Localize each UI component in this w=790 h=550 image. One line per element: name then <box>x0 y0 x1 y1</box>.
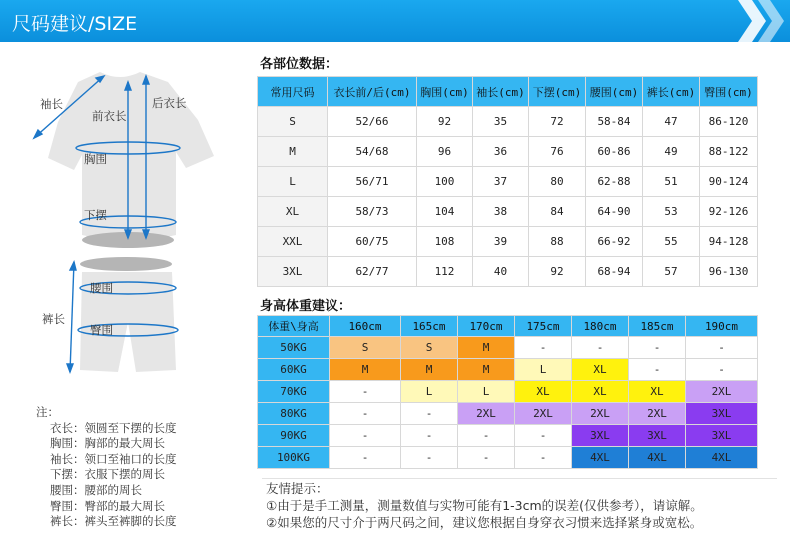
size-suggestion-cell: - <box>686 337 758 359</box>
header-banner <box>0 0 790 42</box>
size-suggestion-cell: 2XL <box>515 403 572 425</box>
size-suggestion-cell: M <box>458 337 515 359</box>
size-suggestion-cell: - <box>330 403 401 425</box>
size-value-cell: 37 <box>473 167 529 197</box>
size-suggestion-cell: - <box>686 359 758 381</box>
size-value-cell: 62/77 <box>328 257 417 287</box>
size-table-header-cell: 常用尺码 <box>258 77 328 107</box>
size-value-cell: 72 <box>529 107 586 137</box>
label-waist: 腰围 <box>90 281 113 295</box>
size-suggestion-cell: 2XL <box>629 403 686 425</box>
size-value-cell: 36 <box>473 137 529 167</box>
size-suggestion-cell: XL <box>629 381 686 403</box>
size-value-cell: 68-94 <box>586 257 643 287</box>
size-table-row <box>258 257 758 287</box>
size-value-cell: 52/66 <box>328 107 417 137</box>
size-suggestion-cell: 4XL <box>572 447 629 469</box>
size-suggestion-cell: - <box>572 337 629 359</box>
size-value-cell: 88-122 <box>700 137 758 167</box>
size-table-row <box>258 197 758 227</box>
weight-cell: 90KG <box>258 425 330 447</box>
size-table-row <box>258 227 758 257</box>
size-value-cell: 100 <box>417 167 473 197</box>
height-header-cell: 165cm <box>401 316 458 337</box>
size-value-cell: 38 <box>473 197 529 227</box>
size-table-header-cell: 衣长前/后(cm) <box>328 77 417 107</box>
size-suggestion-cell: M <box>401 359 458 381</box>
size-suggestion-cell: 3XL <box>686 425 758 447</box>
size-suggestion-cell: XL <box>572 381 629 403</box>
size-value-cell: 66-92 <box>586 227 643 257</box>
body-table-row <box>258 337 758 359</box>
note-line: 臀围：臀部的最大周长 <box>50 498 165 513</box>
size-value-cell: 62-88 <box>586 167 643 197</box>
size-label-cell: 3XL <box>258 257 328 287</box>
note-line: 胸围：胸部的最大周长 <box>50 436 165 451</box>
size-label-cell: XXL <box>258 227 328 257</box>
height-header-cell: 160cm <box>330 316 401 337</box>
size-suggestion-cell: 3XL <box>572 425 629 447</box>
size-value-cell: 104 <box>417 197 473 227</box>
size-value-cell: 58/73 <box>328 197 417 227</box>
height-weight-table <box>257 315 758 469</box>
tips-block <box>262 478 777 544</box>
tip-line-1: ①由于是手工测量，测量数值与实物可能有1-3cm的误差(仅供参考），请谅解。 <box>266 498 703 513</box>
shirt-illustration <box>48 72 214 241</box>
height-header-cell: 170cm <box>458 316 515 337</box>
label-back-length: 后衣长 <box>152 96 187 110</box>
size-suggestion-cell: L <box>401 381 458 403</box>
size-suggestion-cell: M <box>458 359 515 381</box>
body-table-row <box>258 381 758 403</box>
notes-list <box>36 421 177 530</box>
weight-cell: 80KG <box>258 403 330 425</box>
size-suggestion-cell: - <box>330 425 401 447</box>
size-table-body <box>258 107 758 287</box>
label-pants-length: 裤长 <box>42 312 65 326</box>
note-line: 袖长：领口至袖口的长度 <box>50 451 177 466</box>
size-suggestion-cell: - <box>401 425 458 447</box>
size-suggestion-cell: 4XL <box>629 447 686 469</box>
size-suggestion-cell: L <box>515 359 572 381</box>
tip-line-2: ②如果您的尺寸介于两尺码之间，建议您根据自身穿衣习惯来选择紧身或宽松。 <box>266 515 703 530</box>
height-header-cell: 180cm <box>572 316 629 337</box>
height-header-cell: 185cm <box>629 316 686 337</box>
size-value-cell: 53 <box>643 197 700 227</box>
body-table-row <box>258 425 758 447</box>
size-label-cell: XL <box>258 197 328 227</box>
body-table-row <box>258 403 758 425</box>
size-value-cell: 60-86 <box>586 137 643 167</box>
body-table-body <box>258 337 758 469</box>
height-header-cell: 175cm <box>515 316 572 337</box>
size-value-cell: 51 <box>643 167 700 197</box>
size-suggestion-cell: 2XL <box>686 381 758 403</box>
size-value-cell: 92 <box>529 257 586 287</box>
size-suggestion-cell: - <box>458 447 515 469</box>
size-label-cell: M <box>258 137 328 167</box>
size-value-cell: 96 <box>417 137 473 167</box>
size-table-header-cell: 腰围(cm) <box>586 77 643 107</box>
size-table-row <box>258 167 758 197</box>
size-value-cell: 90-124 <box>700 167 758 197</box>
size-suggestion-cell: - <box>629 359 686 381</box>
size-table-header-cell: 臀围(cm) <box>700 77 758 107</box>
size-value-cell: 60/75 <box>328 227 417 257</box>
size-table-header-cell: 下摆(cm) <box>529 77 586 107</box>
height-header-cell: 190cm <box>686 316 758 337</box>
body-table-title: 身高体重建议： <box>260 299 352 314</box>
size-value-cell: 94-128 <box>700 227 758 257</box>
weight-cell: 100KG <box>258 447 330 469</box>
size-suggestion-cell: - <box>401 447 458 469</box>
size-value-cell: 55 <box>643 227 700 257</box>
chevron-decoration-icon <box>730 0 790 42</box>
page-title: 尺码建议/SIZE <box>12 13 138 35</box>
size-value-cell: 35 <box>473 107 529 137</box>
size-suggestion-cell: XL <box>572 359 629 381</box>
size-value-cell: 40 <box>473 257 529 287</box>
size-value-cell: 64-90 <box>586 197 643 227</box>
size-table-header-cell: 袖长(cm) <box>473 77 529 107</box>
size-value-cell: 88 <box>529 227 586 257</box>
note-line: 衣长：领圆至下摆的长度 <box>50 420 177 435</box>
size-value-cell: 57 <box>643 257 700 287</box>
size-value-cell: 58-84 <box>586 107 643 137</box>
size-suggestion-cell: 3XL <box>686 403 758 425</box>
size-suggestion-cell: S <box>330 337 401 359</box>
note-line: 腰围：腰部的周长 <box>50 482 142 497</box>
body-table-header-row <box>258 316 758 337</box>
size-suggestion-cell: - <box>330 381 401 403</box>
size-suggestion-cell: M <box>330 359 401 381</box>
size-suggestion-cell: XL <box>515 381 572 403</box>
weight-cell: 50KG <box>258 337 330 359</box>
size-suggestion-cell: - <box>515 447 572 469</box>
size-value-cell: 76 <box>529 137 586 167</box>
size-value-cell: 49 <box>643 137 700 167</box>
size-suggestion-cell: 2XL <box>572 403 629 425</box>
size-suggestion-cell: - <box>515 425 572 447</box>
notes-block <box>36 405 177 530</box>
label-hip: 臀围 <box>90 323 113 337</box>
size-suggestion-cell: - <box>401 403 458 425</box>
size-suggestion-cell: 4XL <box>686 447 758 469</box>
size-table-header-row <box>258 77 758 107</box>
size-table-row <box>258 107 758 137</box>
size-suggestion-cell: 2XL <box>458 403 515 425</box>
size-table <box>257 76 758 287</box>
label-chest: 胸围 <box>84 152 107 166</box>
size-suggestion-cell: - <box>458 425 515 447</box>
size-suggestion-cell: - <box>330 447 401 469</box>
size-suggestion-cell: S <box>401 337 458 359</box>
note-line: 下摆：衣服下摆的周长 <box>50 467 165 482</box>
label-sleeve: 袖长 <box>40 97 63 111</box>
body-table-corner-cell: 体重\身高 <box>258 316 330 337</box>
body-table-row <box>258 447 758 469</box>
size-label-cell: L <box>258 167 328 197</box>
size-value-cell: 86-120 <box>700 107 758 137</box>
size-value-cell: 112 <box>417 257 473 287</box>
body-table-row <box>258 359 758 381</box>
weight-cell: 70KG <box>258 381 330 403</box>
notes-title: 注： <box>36 405 59 419</box>
size-suggestion-cell: L <box>458 381 515 403</box>
size-value-cell: 80 <box>529 167 586 197</box>
label-front-length: 前衣长 <box>92 109 127 123</box>
size-table-header-cell: 胸围(cm) <box>417 77 473 107</box>
size-suggestion-cell: - <box>629 337 686 359</box>
size-value-cell: 47 <box>643 107 700 137</box>
size-table-title: 各部位数据： <box>260 57 339 72</box>
size-value-cell: 84 <box>529 197 586 227</box>
weight-cell: 60KG <box>258 359 330 381</box>
size-table-header-cell: 裤长(cm) <box>643 77 700 107</box>
size-value-cell: 56/71 <box>328 167 417 197</box>
size-value-cell: 39 <box>473 227 529 257</box>
size-value-cell: 96-130 <box>700 257 758 287</box>
size-table-row <box>258 137 758 167</box>
size-value-cell: 108 <box>417 227 473 257</box>
tips-title: 友情提示： <box>266 481 329 496</box>
note-line: 裤长：裤头至裤脚的长度 <box>50 514 177 529</box>
size-value-cell: 54/68 <box>328 137 417 167</box>
size-value-cell: 92 <box>417 107 473 137</box>
waistband-shadow <box>80 257 172 271</box>
size-suggestion-cell: - <box>515 337 572 359</box>
label-hem: 下摆 <box>84 208 107 222</box>
size-suggestion-cell: 3XL <box>629 425 686 447</box>
size-value-cell: 92-126 <box>700 197 758 227</box>
size-label-cell: S <box>258 107 328 137</box>
